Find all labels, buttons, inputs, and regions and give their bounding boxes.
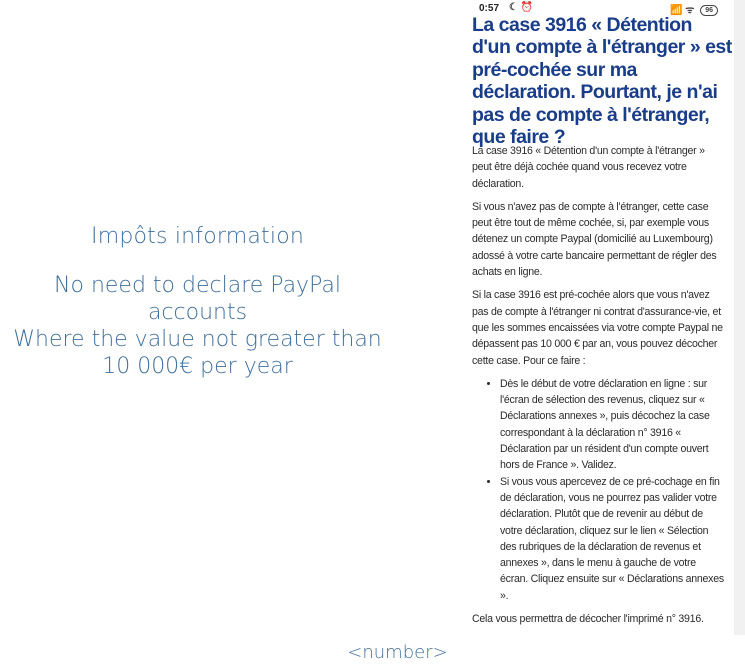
article-closing: Cela vous permettra de décocher l'imprimé n° 3916.: [472, 613, 704, 626]
slide-body-line: Where the value not greater than: [13, 327, 382, 352]
screenshot-edge: [734, 0, 745, 635]
article-paragraph: La case 3916 « Détention d'un compte à l'étranger » peut être déjà cochée quand vous recevez votre déclaration.: [472, 145, 705, 190]
slide-body: [0, 272, 395, 380]
article-title: La case 3916 « Détention d'un compte à l'étranger » est pré-cochée sur ma déclaration. Pourtant, je n'ai pas de compte à l'étranger, que faire ?: [472, 14, 732, 149]
battery-icon: 96: [700, 5, 718, 16]
do-not-disturb-alarm-icons: ☾ ⏰: [509, 2, 534, 13]
article-body: [472, 143, 724, 634]
slide-heading: Impôts information: [91, 224, 304, 249]
phone-screenshot: [465, 0, 734, 635]
slide-body-line: accounts: [147, 300, 248, 325]
article-bullet: • Dès le début de votre déclaration en ligne : sur l'écran de sélection des revenus, cliquez sur « Déclarations annexes », puis décochez la case correspondant à la déclaration n° 3916 « Déclaration par un résident d'un compte ouvert hors de France ». Validez.: [500, 376, 724, 474]
signal-wifi-icon: 📶 ᯤ: [670, 5, 695, 16]
slide-body-line: No need to declare PayPal: [54, 273, 341, 298]
status-time: 0:57: [479, 3, 500, 14]
article-bullet: • Si vous vous apercevez de ce pré-cochage en fin de déclaration, vous ne pourrez pas valider votre déclaration. Plutôt que de revenir au début de votre déclaration, cliquez sur le lien « Sélection des rubriques de la déclaration de revenus et annexes », dans le menu à gauche de votre écran. Cliquez ensuite sur « Déclarations annexes ».: [500, 474, 724, 604]
article-paragraph: Si la case 3916 est pré-cochée alors que vous n'avez pas de compte à l'étranger ni contrat d'assurance-vie, et que les sommes encaissées via votre compte Paypal ne dépassent pas 10 000 € par an, vous pouvez décocher cette case. Pour ce faire :: [472, 289, 723, 367]
article-bullet-list: [472, 376, 724, 604]
slide-number-placeholder: <number>: [347, 642, 448, 663]
article-paragraph: Si vous n'avez pas de compte à l'étranger, cette case peut être tout de même cochée, si, par exemple vous détenez un compte Paypal (domicilié au Luxembourg) adossé à votre carte bancaire permettant de régler des achats en ligne.: [472, 200, 717, 279]
slide-body-line: 10 000€ per year: [102, 354, 293, 379]
